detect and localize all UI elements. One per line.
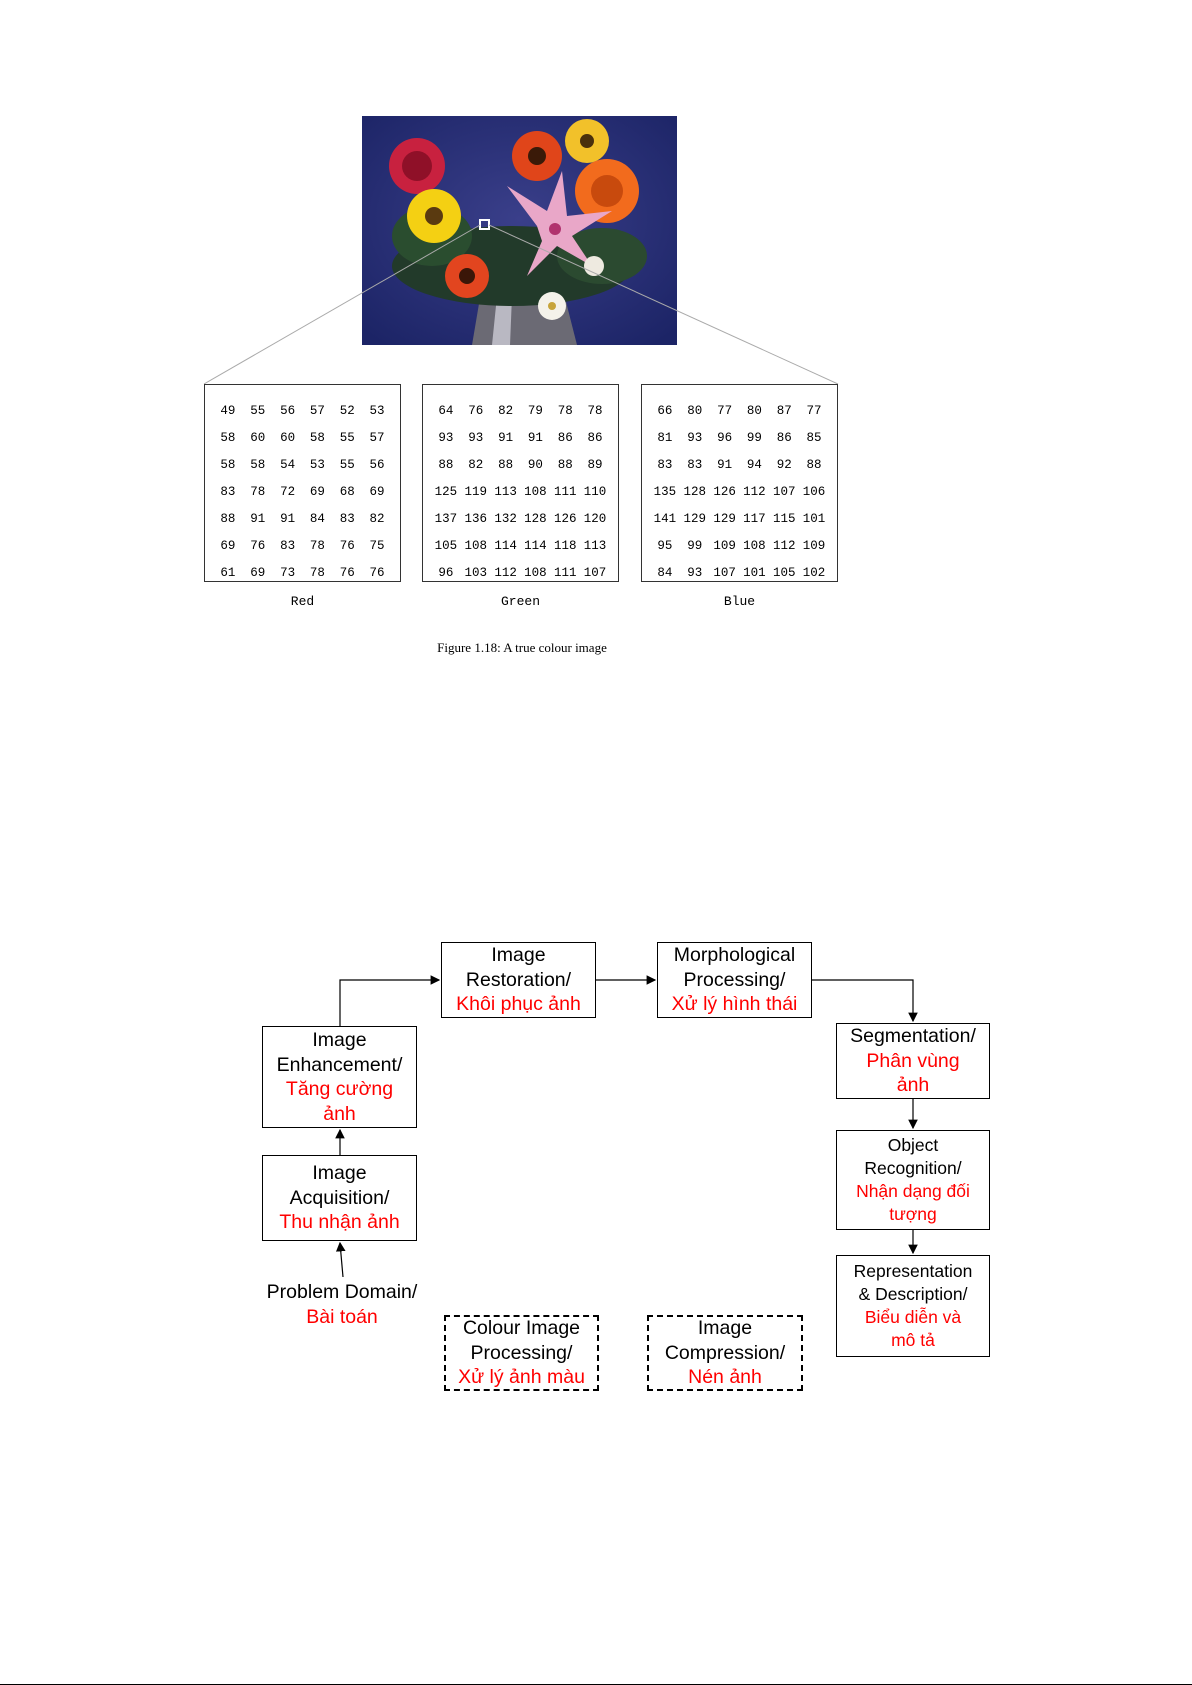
pixel-value: 60 — [280, 431, 296, 445]
stage-segmentation — [836, 1023, 990, 1099]
pixel-value: 109 — [802, 539, 826, 553]
pixel-value: 86 — [557, 431, 573, 445]
matrix-row — [431, 506, 610, 533]
pixel-value: 75 — [369, 539, 385, 553]
pixel-value: 58 — [220, 458, 236, 472]
stage-text-en: Processing/ — [683, 968, 786, 991]
pixel-value: 117 — [743, 512, 766, 526]
problem-domain-label — [252, 1280, 432, 1330]
pixel-value: 56 — [280, 404, 296, 418]
pixel-value: 128 — [524, 512, 547, 526]
pixel-value: 126 — [553, 512, 577, 526]
pixel-value: 106 — [802, 485, 826, 499]
stage-text-vi: Xử lý hình thái — [671, 993, 798, 1016]
stage-text-vi: Xử lý ảnh màu — [458, 1366, 585, 1389]
pixel-value: 68 — [339, 485, 355, 499]
pixel-value: 132 — [494, 512, 517, 526]
stage-text-vi: mô tả — [891, 1330, 935, 1350]
pixel-value: 108 — [743, 539, 766, 553]
pixel-value: 69 — [309, 485, 325, 499]
stage-image-compression — [647, 1315, 803, 1391]
problem-domain-vi: Bài toán — [306, 1306, 378, 1328]
pixel-value: 83 — [339, 512, 355, 526]
pixel-value: 128 — [683, 485, 706, 499]
pixel-value: 78 — [309, 566, 325, 580]
pixel-value: 112 — [772, 539, 796, 553]
pixel-value: 88 — [557, 458, 573, 472]
pixel-value: 99 — [746, 431, 762, 445]
flower-photo — [362, 116, 677, 345]
pixel-value: 93 — [687, 566, 703, 580]
pixel-value: 60 — [250, 431, 266, 445]
pixel-value: 49 — [220, 404, 236, 418]
matrix-row — [431, 452, 610, 479]
green-channel-matrix — [422, 384, 619, 582]
pixel-value: 96 — [717, 431, 733, 445]
pixel-value: 112 — [743, 485, 766, 499]
stage-text-en: Acquisition/ — [289, 1186, 390, 1209]
pixel-value: 108 — [524, 485, 547, 499]
stage-text-vi: ảnh — [896, 1074, 930, 1097]
pixel-value: 93 — [468, 431, 484, 445]
pixel-value: 110 — [583, 485, 607, 499]
matrix-row — [213, 533, 392, 560]
pixel-value: 125 — [434, 485, 458, 499]
pixel-value: 119 — [464, 485, 487, 499]
pixel-value: 93 — [438, 431, 454, 445]
stage-text-en: Image — [312, 1029, 367, 1051]
pixel-value: 77 — [717, 404, 733, 418]
pixel-value: 58 — [220, 431, 236, 445]
stage-image-acquisition — [262, 1155, 417, 1241]
matrix-row — [431, 398, 610, 425]
pixel-value: 137 — [434, 512, 458, 526]
pixel-value: 52 — [339, 404, 355, 418]
pixel-value: 77 — [806, 404, 822, 418]
stage-text-en: Object — [887, 1135, 939, 1155]
stage-image-restoration — [441, 942, 596, 1018]
pixel-value: 107 — [772, 485, 796, 499]
pixel-value: 84 — [309, 512, 325, 526]
pixel-value: 82 — [369, 512, 385, 526]
pixel-value: 72 — [280, 485, 296, 499]
stage-text-en: Processing/ — [470, 1341, 573, 1364]
pixel-value: 64 — [438, 404, 454, 418]
pixel-value: 99 — [687, 539, 703, 553]
pixel-value: 87 — [776, 404, 792, 418]
stage-text-en: Restoration/ — [465, 968, 572, 991]
matrix-row — [213, 506, 392, 533]
problem-domain-en: Problem Domain/ — [266, 1281, 418, 1303]
stage-text-vi: Biểu diễn và — [864, 1307, 962, 1327]
matrix-row — [650, 560, 829, 587]
pixel-value: 82 — [498, 404, 514, 418]
arrow-domain-to-acquisition — [340, 1243, 343, 1277]
stage-text-en: Recognition/ — [864, 1158, 962, 1178]
pixel-value: 61 — [220, 566, 236, 580]
matrix-row — [650, 452, 829, 479]
pixel-value: 84 — [657, 566, 673, 580]
matrix-row — [650, 398, 829, 425]
pixel-value: 141 — [653, 512, 677, 526]
red-channel-label: Red — [290, 594, 315, 609]
figure-caption: Figure 1.18: A true colour image — [437, 640, 607, 655]
pixel-value: 136 — [464, 512, 487, 526]
pixel-value: 105 — [772, 566, 796, 580]
pixel-value: 90 — [527, 458, 543, 472]
pixel-value: 108 — [524, 566, 547, 580]
pixel-value: 107 — [713, 566, 736, 580]
stage-object-recognition — [836, 1130, 990, 1230]
matrix-row — [431, 560, 610, 587]
pixel-value: 76 — [339, 539, 355, 553]
stage-text-en: & Description/ — [858, 1284, 968, 1304]
pixel-value: 129 — [683, 512, 706, 526]
pixel-value: 85 — [806, 431, 822, 445]
red-channel-matrix — [204, 384, 401, 582]
blue-channel-matrix — [641, 384, 838, 582]
pixel-value: 66 — [657, 404, 673, 418]
stage-text-vi: Nhận dạng đối — [856, 1181, 970, 1201]
pixel-value: 109 — [713, 539, 736, 553]
pixel-value: 112 — [494, 566, 517, 580]
stage-text-vi: Nén ảnh — [688, 1366, 762, 1389]
pixel-value: 55 — [339, 458, 355, 472]
stage-text-en: Segmentation/ — [850, 1025, 976, 1048]
blue-channel-label: Blue — [723, 594, 756, 609]
pixel-value: 113 — [583, 539, 607, 553]
pixel-value: 69 — [250, 566, 266, 580]
pixel-value: 113 — [494, 485, 517, 499]
matrix-row — [213, 425, 392, 452]
pixel-value: 101 — [802, 512, 826, 526]
pixel-value: 56 — [369, 458, 385, 472]
pixel-value: 91 — [717, 458, 733, 472]
pixel-value: 76 — [369, 566, 385, 580]
pixel-value: 55 — [339, 431, 355, 445]
arrow-morphological-to-segmentation — [812, 980, 913, 1021]
stage-text-en: Image — [312, 1162, 367, 1185]
stage-text-vi: Khôi phục ảnh — [456, 993, 581, 1016]
green-channel-label: Green — [500, 594, 540, 609]
pixel-value: 95 — [657, 539, 673, 553]
pixel-value: 91 — [250, 512, 266, 526]
pixel-value: 55 — [250, 404, 266, 418]
pixel-value: 53 — [309, 458, 325, 472]
stage-representation-description — [836, 1255, 990, 1357]
pixel-value: 92 — [776, 458, 792, 472]
pixel-value: 82 — [468, 458, 484, 472]
pixel-value: 102 — [802, 566, 826, 580]
stage-text-vi: Tăng cường — [285, 1078, 394, 1100]
matrix-row — [650, 506, 829, 533]
pixel-value: 79 — [527, 404, 543, 418]
pixel-value: 115 — [772, 512, 796, 526]
pixel-value: 83 — [687, 458, 703, 472]
matrix-row — [650, 425, 829, 452]
pixel-value: 88 — [220, 512, 236, 526]
pixel-value: 83 — [280, 539, 296, 553]
arrow-enhancement-to-restoration — [340, 980, 439, 1026]
pixel-value: 80 — [687, 404, 703, 418]
stage-text-en: Image — [491, 944, 546, 967]
stage-text-en: Colour Image — [462, 1317, 581, 1340]
pixel-value: 91 — [498, 431, 514, 445]
stage-text-en: Enhancement/ — [276, 1053, 403, 1076]
matrix-row — [650, 479, 829, 506]
pixel-value: 58 — [309, 431, 325, 445]
pixel-value: 111 — [553, 566, 577, 580]
pixel-value: 135 — [653, 485, 677, 499]
matrix-row — [213, 398, 392, 425]
pixel-value: 78 — [557, 404, 573, 418]
pixel-value: 107 — [583, 566, 607, 580]
pixel-value: 108 — [464, 539, 487, 553]
matrix-row — [213, 560, 392, 587]
pixel-value: 76 — [250, 539, 266, 553]
pixel-value: 53 — [369, 404, 385, 418]
pixel-value: 111 — [553, 485, 577, 499]
pixel-value: 73 — [280, 566, 296, 580]
pixel-value: 114 — [524, 539, 547, 553]
pixel-value: 80 — [746, 404, 762, 418]
pixel-value: 69 — [220, 539, 236, 553]
stage-image-enhancement — [262, 1026, 417, 1128]
pixel-value: 91 — [280, 512, 296, 526]
matrix-row — [213, 452, 392, 479]
matrix-row — [431, 533, 610, 560]
pixel-value: 57 — [369, 431, 385, 445]
pixel-value: 76 — [339, 566, 355, 580]
pixel-value: 105 — [434, 539, 458, 553]
pixel-value: 126 — [713, 485, 736, 499]
pixel-value: 76 — [468, 404, 484, 418]
stage-text-en: Compression/ — [664, 1341, 786, 1364]
pixel-value: 78 — [250, 485, 266, 499]
pixel-value: 96 — [438, 566, 454, 580]
stage-text-en: Representation — [853, 1261, 973, 1281]
stage-colour-image-processing — [444, 1315, 599, 1391]
matrix-row — [431, 425, 610, 452]
pixel-value: 101 — [743, 566, 766, 580]
matrix-row — [431, 479, 610, 506]
pixel-value: 93 — [687, 431, 703, 445]
pixel-value: 86 — [776, 431, 792, 445]
pixel-value: 78 — [309, 539, 325, 553]
pixel-value: 114 — [494, 539, 517, 553]
pixel-value: 83 — [657, 458, 673, 472]
pixel-value: 54 — [280, 458, 296, 472]
pixel-value: 118 — [553, 539, 577, 553]
pixel-value: 91 — [527, 431, 543, 445]
pixel-value: 58 — [250, 458, 266, 472]
stage-text-en: Image — [697, 1317, 753, 1340]
pixel-value: 94 — [746, 458, 762, 472]
pixel-value: 103 — [464, 566, 487, 580]
stage-morphological-processing — [657, 942, 812, 1018]
pixel-value: 81 — [657, 431, 673, 445]
matrix-row — [650, 533, 829, 560]
stage-text-vi: Phân vùng — [866, 1049, 960, 1072]
pixel-value: 88 — [806, 458, 822, 472]
pixel-value: 86 — [587, 431, 603, 445]
pixel-value: 89 — [587, 458, 603, 472]
stage-text-vi: tượng — [889, 1204, 937, 1224]
pixel-value: 120 — [583, 512, 607, 526]
pixel-value: 88 — [498, 458, 514, 472]
stage-text-vi: Thu nhận ảnh — [279, 1211, 400, 1234]
pixel-value: 88 — [438, 458, 454, 472]
stage-text-vi: ảnh — [323, 1102, 356, 1125]
pixel-value: 78 — [587, 404, 603, 418]
pixel-value: 129 — [713, 512, 736, 526]
pixel-value: 83 — [220, 485, 236, 499]
pixel-value: 69 — [369, 485, 385, 499]
matrix-row — [213, 479, 392, 506]
stage-text-en: Morphological — [673, 944, 796, 967]
pixel-value: 57 — [309, 404, 325, 418]
